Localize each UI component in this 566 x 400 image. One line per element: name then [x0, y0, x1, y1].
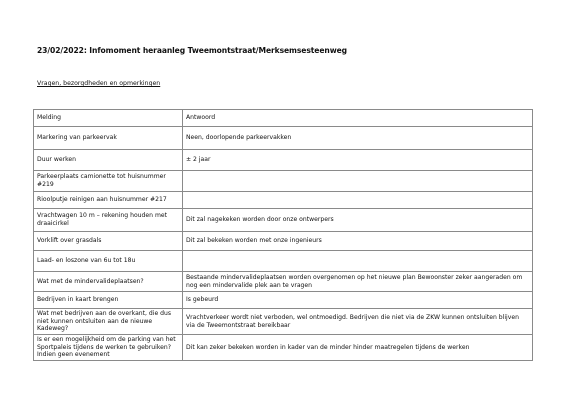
- question-cell: Rioolputje reinigen aan huisnummer #217: [34, 192, 183, 209]
- table-row: [34, 309, 533, 335]
- answer-cell: Dit zal nagekeken worden door onze ontwerpers: [183, 209, 533, 232]
- table-row: [34, 232, 533, 251]
- section-heading: Vragen, bezorgdheden en opmerkingen: [37, 80, 161, 87]
- question-cell: Bedrijven in kaart brengen: [34, 292, 183, 309]
- question-cell: Parkeerplaats camionette tot huisnummer #219: [34, 171, 183, 192]
- question-cell: Laad- en loszone van 6u tot 18u: [34, 251, 183, 272]
- table-row: [34, 335, 533, 361]
- header-antwoord: Antwoord: [183, 110, 533, 127]
- answer-cell: [183, 192, 533, 209]
- answer-cell: Vrachtverkeer wordt niet verboden, wel ontmoedigd. Bedrijven die niet via de ZKW kunnen ontsluiten blijven via de Tweemontstraat bereikbaar: [183, 309, 533, 335]
- qa-table: [33, 109, 533, 361]
- table-row: [34, 209, 533, 232]
- answer-cell: Is gebeurd: [183, 292, 533, 309]
- page-title: 23/02/2022: Infomoment heraanleg Tweemontstraat/Merksemsesteenweg: [37, 46, 347, 55]
- answer-cell: [183, 171, 533, 192]
- answer-cell: ± 2 jaar: [183, 150, 533, 171]
- table-row: [34, 150, 533, 171]
- question-cell: Is er een mogelijkheid om de parking van het Sportpaleis tijdens de werken te gebruiken? Indien geen evenement: [34, 335, 183, 361]
- question-cell: Markering van parkeervak: [34, 127, 183, 150]
- table-row: [34, 272, 533, 292]
- table-row: [34, 171, 533, 192]
- question-cell: Wat met de mindervalideplaatsen?: [34, 272, 183, 292]
- table-row: [34, 192, 533, 209]
- question-cell: Wat met bedrijven aan de overkant, die dus niet kunnen ontsluiten aan de nieuwe Kadeweg?: [34, 309, 183, 335]
- answer-cell: Dit kan zeker bekeken worden in kader van de minder hinder maatregelen tijdens de werken: [183, 335, 533, 361]
- question-cell: Duur werken: [34, 150, 183, 171]
- answer-cell: Dit zal bekeken worden met onze ingenieurs: [183, 232, 533, 251]
- table-header-row: [34, 110, 533, 127]
- answer-cell: [183, 251, 533, 272]
- table-row: [34, 127, 533, 150]
- header-melding: Melding: [34, 110, 183, 127]
- question-cell: Vrachtwagen 10 m – rekening houden met draaicirkel: [34, 209, 183, 232]
- question-cell: Vorklift over grasdals: [34, 232, 183, 251]
- answer-cell: Neen, doorlopende parkeervakken: [183, 127, 533, 150]
- table-row: [34, 251, 533, 272]
- answer-cell: Bestaande mindervalideplaatsen worden overgenomen op het nieuwe plan Bewoonster zeker aangeraden om nog een mindervalide plek aan te vragen: [183, 272, 533, 292]
- table-row: [34, 292, 533, 309]
